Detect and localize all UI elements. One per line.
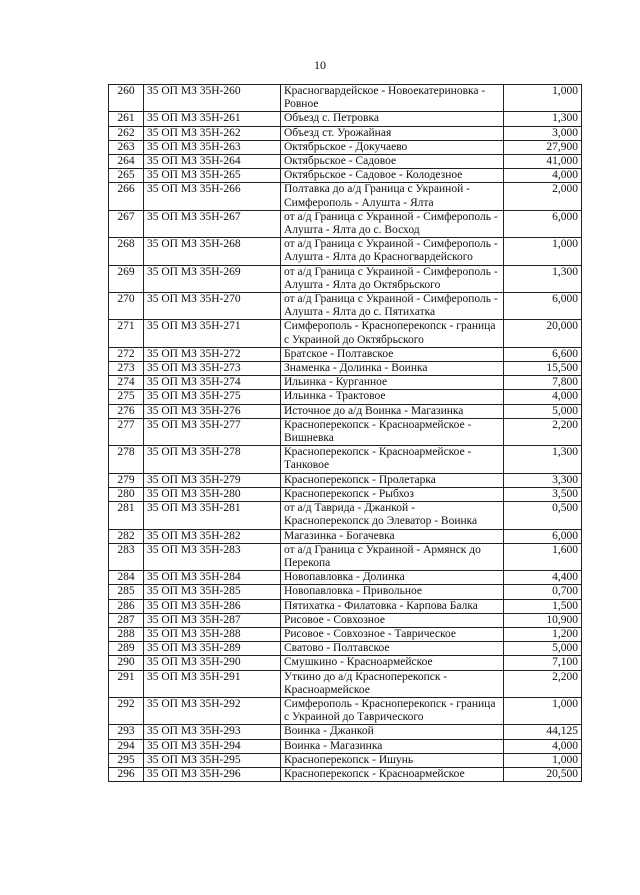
row-number-cell: 273	[109, 362, 144, 376]
row-number-cell: 270	[109, 293, 144, 320]
road-code-cell: 35 ОП МЗ 35Н-296	[144, 767, 281, 781]
row-number-cell: 280	[109, 487, 144, 501]
table-row	[109, 487, 582, 501]
road-code-cell: 35 ОП МЗ 35Н-276	[144, 404, 281, 418]
road-length-cell: 2,200	[504, 418, 582, 445]
row-number-cell: 263	[109, 140, 144, 154]
row-number-cell: 293	[109, 725, 144, 739]
table-row	[109, 656, 582, 670]
road-length-cell: 41,000	[504, 155, 582, 169]
road-name-cell: от а/д Граница с Украиной - Армянск до Перекопа	[281, 543, 504, 570]
road-name-cell: Красноперекопск - Красноармейское - Танковое	[281, 446, 504, 473]
road-name-cell: Ильинка - Трактовое	[281, 390, 504, 404]
row-number-cell: 274	[109, 376, 144, 390]
table-row	[109, 670, 582, 697]
road-name-cell: Рисовое - Совхозное - Таврическое	[281, 627, 504, 641]
table-row	[109, 418, 582, 445]
road-code-cell: 35 ОП МЗ 35Н-275	[144, 390, 281, 404]
road-code-cell: 35 ОП МЗ 35Н-289	[144, 642, 281, 656]
road-length-cell: 7,100	[504, 656, 582, 670]
road-code-cell: 35 ОП МЗ 35Н-270	[144, 293, 281, 320]
row-number-cell: 278	[109, 446, 144, 473]
road-code-cell: 35 ОП МЗ 35Н-287	[144, 613, 281, 627]
table-row	[109, 767, 582, 781]
road-length-cell: 6,000	[504, 293, 582, 320]
road-length-cell: 44,125	[504, 725, 582, 739]
road-code-cell: 35 ОП МЗ 35Н-294	[144, 739, 281, 753]
road-code-cell: 35 ОП МЗ 35Н-262	[144, 126, 281, 140]
road-name-cell: Сватово - Полтавское	[281, 642, 504, 656]
row-number-cell: 264	[109, 155, 144, 169]
table-row	[109, 238, 582, 265]
table-row	[109, 529, 582, 543]
road-name-cell: Симферополь - Красноперекопск - граница с Украиной до Таврического	[281, 697, 504, 724]
table-row	[109, 739, 582, 753]
table-row	[109, 169, 582, 183]
row-number-cell: 294	[109, 739, 144, 753]
road-length-cell: 20,500	[504, 767, 582, 781]
road-length-cell: 6,600	[504, 347, 582, 361]
road-code-cell: 35 ОП МЗ 35Н-283	[144, 543, 281, 570]
road-length-cell: 5,000	[504, 404, 582, 418]
road-length-cell: 2,000	[504, 183, 582, 210]
road-code-cell: 35 ОП МЗ 35Н-266	[144, 183, 281, 210]
road-code-cell: 35 ОП МЗ 35Н-265	[144, 169, 281, 183]
road-length-cell: 10,900	[504, 613, 582, 627]
road-code-cell: 35 ОП МЗ 35Н-284	[144, 571, 281, 585]
road-length-cell: 1,300	[504, 446, 582, 473]
road-length-cell: 27,900	[504, 140, 582, 154]
roads-table	[108, 84, 582, 782]
road-code-cell: 35 ОП МЗ 35Н-273	[144, 362, 281, 376]
road-length-cell: 4,000	[504, 739, 582, 753]
row-number-cell: 282	[109, 529, 144, 543]
row-number-cell: 279	[109, 473, 144, 487]
road-name-cell: Магазинка - Богачевка	[281, 529, 504, 543]
row-number-cell: 266	[109, 183, 144, 210]
road-length-cell: 6,000	[504, 210, 582, 237]
table-row	[109, 265, 582, 292]
table-row	[109, 390, 582, 404]
road-length-cell: 1,000	[504, 238, 582, 265]
road-length-cell: 3,000	[504, 126, 582, 140]
row-number-cell: 260	[109, 85, 144, 112]
table-row	[109, 642, 582, 656]
road-length-cell: 1,000	[504, 85, 582, 112]
road-name-cell: Рисовое - Совхозное	[281, 613, 504, 627]
road-code-cell: 35 ОП МЗ 35Н-260	[144, 85, 281, 112]
road-name-cell: Братское - Полтавское	[281, 347, 504, 361]
table-row	[109, 725, 582, 739]
row-number-cell: 272	[109, 347, 144, 361]
row-number-cell: 291	[109, 670, 144, 697]
road-name-cell: от а/д Граница с Украиной - Симферополь - Алушта - Ялта до Красногвардейского	[281, 238, 504, 265]
table-row	[109, 183, 582, 210]
row-number-cell: 296	[109, 767, 144, 781]
table-row	[109, 627, 582, 641]
row-number-cell: 295	[109, 753, 144, 767]
table-row	[109, 543, 582, 570]
road-name-cell: Воинка - Магазинка	[281, 739, 504, 753]
row-number-cell: 285	[109, 585, 144, 599]
road-name-cell: Объезд с. Петровка	[281, 112, 504, 126]
road-name-cell: Знаменка - Долинка - Воинка	[281, 362, 504, 376]
road-length-cell: 20,000	[504, 320, 582, 347]
road-length-cell: 3,300	[504, 473, 582, 487]
road-length-cell: 1,500	[504, 599, 582, 613]
road-code-cell: 35 ОП МЗ 35Н-292	[144, 697, 281, 724]
road-name-cell: Октябрьское - Садовое	[281, 155, 504, 169]
table-row	[109, 140, 582, 154]
road-length-cell: 15,500	[504, 362, 582, 376]
road-code-cell: 35 ОП МЗ 35Н-264	[144, 155, 281, 169]
row-number-cell: 276	[109, 404, 144, 418]
road-code-cell: 35 ОП МЗ 35Н-279	[144, 473, 281, 487]
row-number-cell: 287	[109, 613, 144, 627]
table-row	[109, 155, 582, 169]
road-code-cell: 35 ОП МЗ 35Н-261	[144, 112, 281, 126]
road-name-cell: Красноперекопск - Ишунь	[281, 753, 504, 767]
road-code-cell: 35 ОП МЗ 35Н-288	[144, 627, 281, 641]
road-name-cell: Новопавловка - Привольное	[281, 585, 504, 599]
road-name-cell: Пятихатка - Филатовка - Карпова Балка	[281, 599, 504, 613]
table-row	[109, 320, 582, 347]
table-row	[109, 362, 582, 376]
row-number-cell: 262	[109, 126, 144, 140]
row-number-cell: 290	[109, 656, 144, 670]
road-code-cell: 35 ОП МЗ 35Н-277	[144, 418, 281, 445]
road-name-cell: Красноперекопск - Рыбхоз	[281, 487, 504, 501]
road-code-cell: 35 ОП МЗ 35Н-274	[144, 376, 281, 390]
row-number-cell: 292	[109, 697, 144, 724]
row-number-cell: 267	[109, 210, 144, 237]
road-length-cell: 2,200	[504, 670, 582, 697]
road-code-cell: 35 ОП МЗ 35Н-281	[144, 502, 281, 529]
road-length-cell: 1,000	[504, 753, 582, 767]
road-name-cell: от а/д Таврида - Джанкой - Красноперекопск до Элеватор - Воинка	[281, 502, 504, 529]
road-code-cell: 35 ОП МЗ 35Н-263	[144, 140, 281, 154]
row-number-cell: 284	[109, 571, 144, 585]
road-length-cell: 0,700	[504, 585, 582, 599]
table-row	[109, 126, 582, 140]
road-code-cell: 35 ОП МЗ 35Н-290	[144, 656, 281, 670]
table-row	[109, 376, 582, 390]
table-row	[109, 753, 582, 767]
road-name-cell: Новопавловка - Долинка	[281, 571, 504, 585]
road-code-cell: 35 ОП МЗ 35Н-280	[144, 487, 281, 501]
page-number: 10	[314, 58, 326, 72]
road-length-cell: 6,000	[504, 529, 582, 543]
row-number-cell: 289	[109, 642, 144, 656]
row-number-cell: 269	[109, 265, 144, 292]
road-code-cell: 35 ОП МЗ 35Н-267	[144, 210, 281, 237]
table-row	[109, 571, 582, 585]
road-code-cell: 35 ОП МЗ 35Н-268	[144, 238, 281, 265]
road-length-cell: 4,400	[504, 571, 582, 585]
road-code-cell: 35 ОП МЗ 35Н-293	[144, 725, 281, 739]
table-row	[109, 85, 582, 112]
table-row	[109, 293, 582, 320]
table-row	[109, 210, 582, 237]
road-name-cell: Красноперекопск - Красноармейское - Вишневка	[281, 418, 504, 445]
road-code-cell: 35 ОП МЗ 35Н-291	[144, 670, 281, 697]
road-name-cell: от а/д Граница с Украиной - Симферополь - Алушта - Ялта до с. Пятихатка	[281, 293, 504, 320]
road-length-cell: 1,200	[504, 627, 582, 641]
road-length-cell: 1,300	[504, 112, 582, 126]
road-length-cell: 5,000	[504, 642, 582, 656]
road-name-cell: Полтавка до а/д Граница с Украиной - Симферополь - Алушта - Ялта	[281, 183, 504, 210]
road-length-cell: 1,000	[504, 697, 582, 724]
road-name-cell: Красноперекопск - Красноармейское	[281, 767, 504, 781]
table-row	[109, 585, 582, 599]
table-row	[109, 446, 582, 473]
road-length-cell: 4,000	[504, 390, 582, 404]
road-name-cell: Октябрьское - Садовое - Колодезное	[281, 169, 504, 183]
road-code-cell: 35 ОП МЗ 35Н-295	[144, 753, 281, 767]
road-length-cell: 4,000	[504, 169, 582, 183]
road-name-cell: Смушкино - Красноармейское	[281, 656, 504, 670]
row-number-cell: 277	[109, 418, 144, 445]
road-name-cell: Источное до а/д Воинка - Магазинка	[281, 404, 504, 418]
row-number-cell: 265	[109, 169, 144, 183]
row-number-cell: 283	[109, 543, 144, 570]
road-code-cell: 35 ОП МЗ 35Н-282	[144, 529, 281, 543]
table-row	[109, 347, 582, 361]
road-length-cell: 1,300	[504, 265, 582, 292]
row-number-cell: 261	[109, 112, 144, 126]
road-code-cell: 35 ОП МЗ 35Н-271	[144, 320, 281, 347]
road-length-cell: 1,600	[504, 543, 582, 570]
road-name-cell: от а/д Граница с Украиной - Симферополь - Алушта - Ялта до с. Восход	[281, 210, 504, 237]
table-row	[109, 404, 582, 418]
roads-table-body	[109, 85, 582, 782]
road-code-cell: 35 ОП МЗ 35Н-272	[144, 347, 281, 361]
table-row	[109, 697, 582, 724]
road-code-cell: 35 ОП МЗ 35Н-278	[144, 446, 281, 473]
table-row	[109, 112, 582, 126]
row-number-cell: 288	[109, 627, 144, 641]
road-name-cell: Ильинка - Курганное	[281, 376, 504, 390]
road-name-cell: от а/д Граница с Украиной - Симферополь - Алушта - Ялта до Октябрьского	[281, 265, 504, 292]
road-length-cell: 7,800	[504, 376, 582, 390]
row-number-cell: 268	[109, 238, 144, 265]
road-length-cell: 0,500	[504, 502, 582, 529]
road-name-cell: Красноперекопск - Пролетарка	[281, 473, 504, 487]
road-code-cell: 35 ОП МЗ 35Н-269	[144, 265, 281, 292]
road-name-cell: Объезд ст. Урожайная	[281, 126, 504, 140]
table-row	[109, 613, 582, 627]
road-code-cell: 35 ОП МЗ 35Н-286	[144, 599, 281, 613]
row-number-cell: 275	[109, 390, 144, 404]
row-number-cell: 281	[109, 502, 144, 529]
road-name-cell: Красногвардейское - Новоекатериновка - Ровное	[281, 85, 504, 112]
road-length-cell: 3,500	[504, 487, 582, 501]
table-row	[109, 473, 582, 487]
road-code-cell: 35 ОП МЗ 35Н-285	[144, 585, 281, 599]
road-name-cell: Октябрьское - Докучаево	[281, 140, 504, 154]
row-number-cell: 271	[109, 320, 144, 347]
table-row	[109, 502, 582, 529]
road-name-cell: Воинка - Джанкой	[281, 725, 504, 739]
road-name-cell: Уткино до а/д Красноперекопск - Красноармейское	[281, 670, 504, 697]
table-row	[109, 599, 582, 613]
row-number-cell: 286	[109, 599, 144, 613]
road-name-cell: Симферополь - Красноперекопск - граница с Украиной до Октябрьского	[281, 320, 504, 347]
